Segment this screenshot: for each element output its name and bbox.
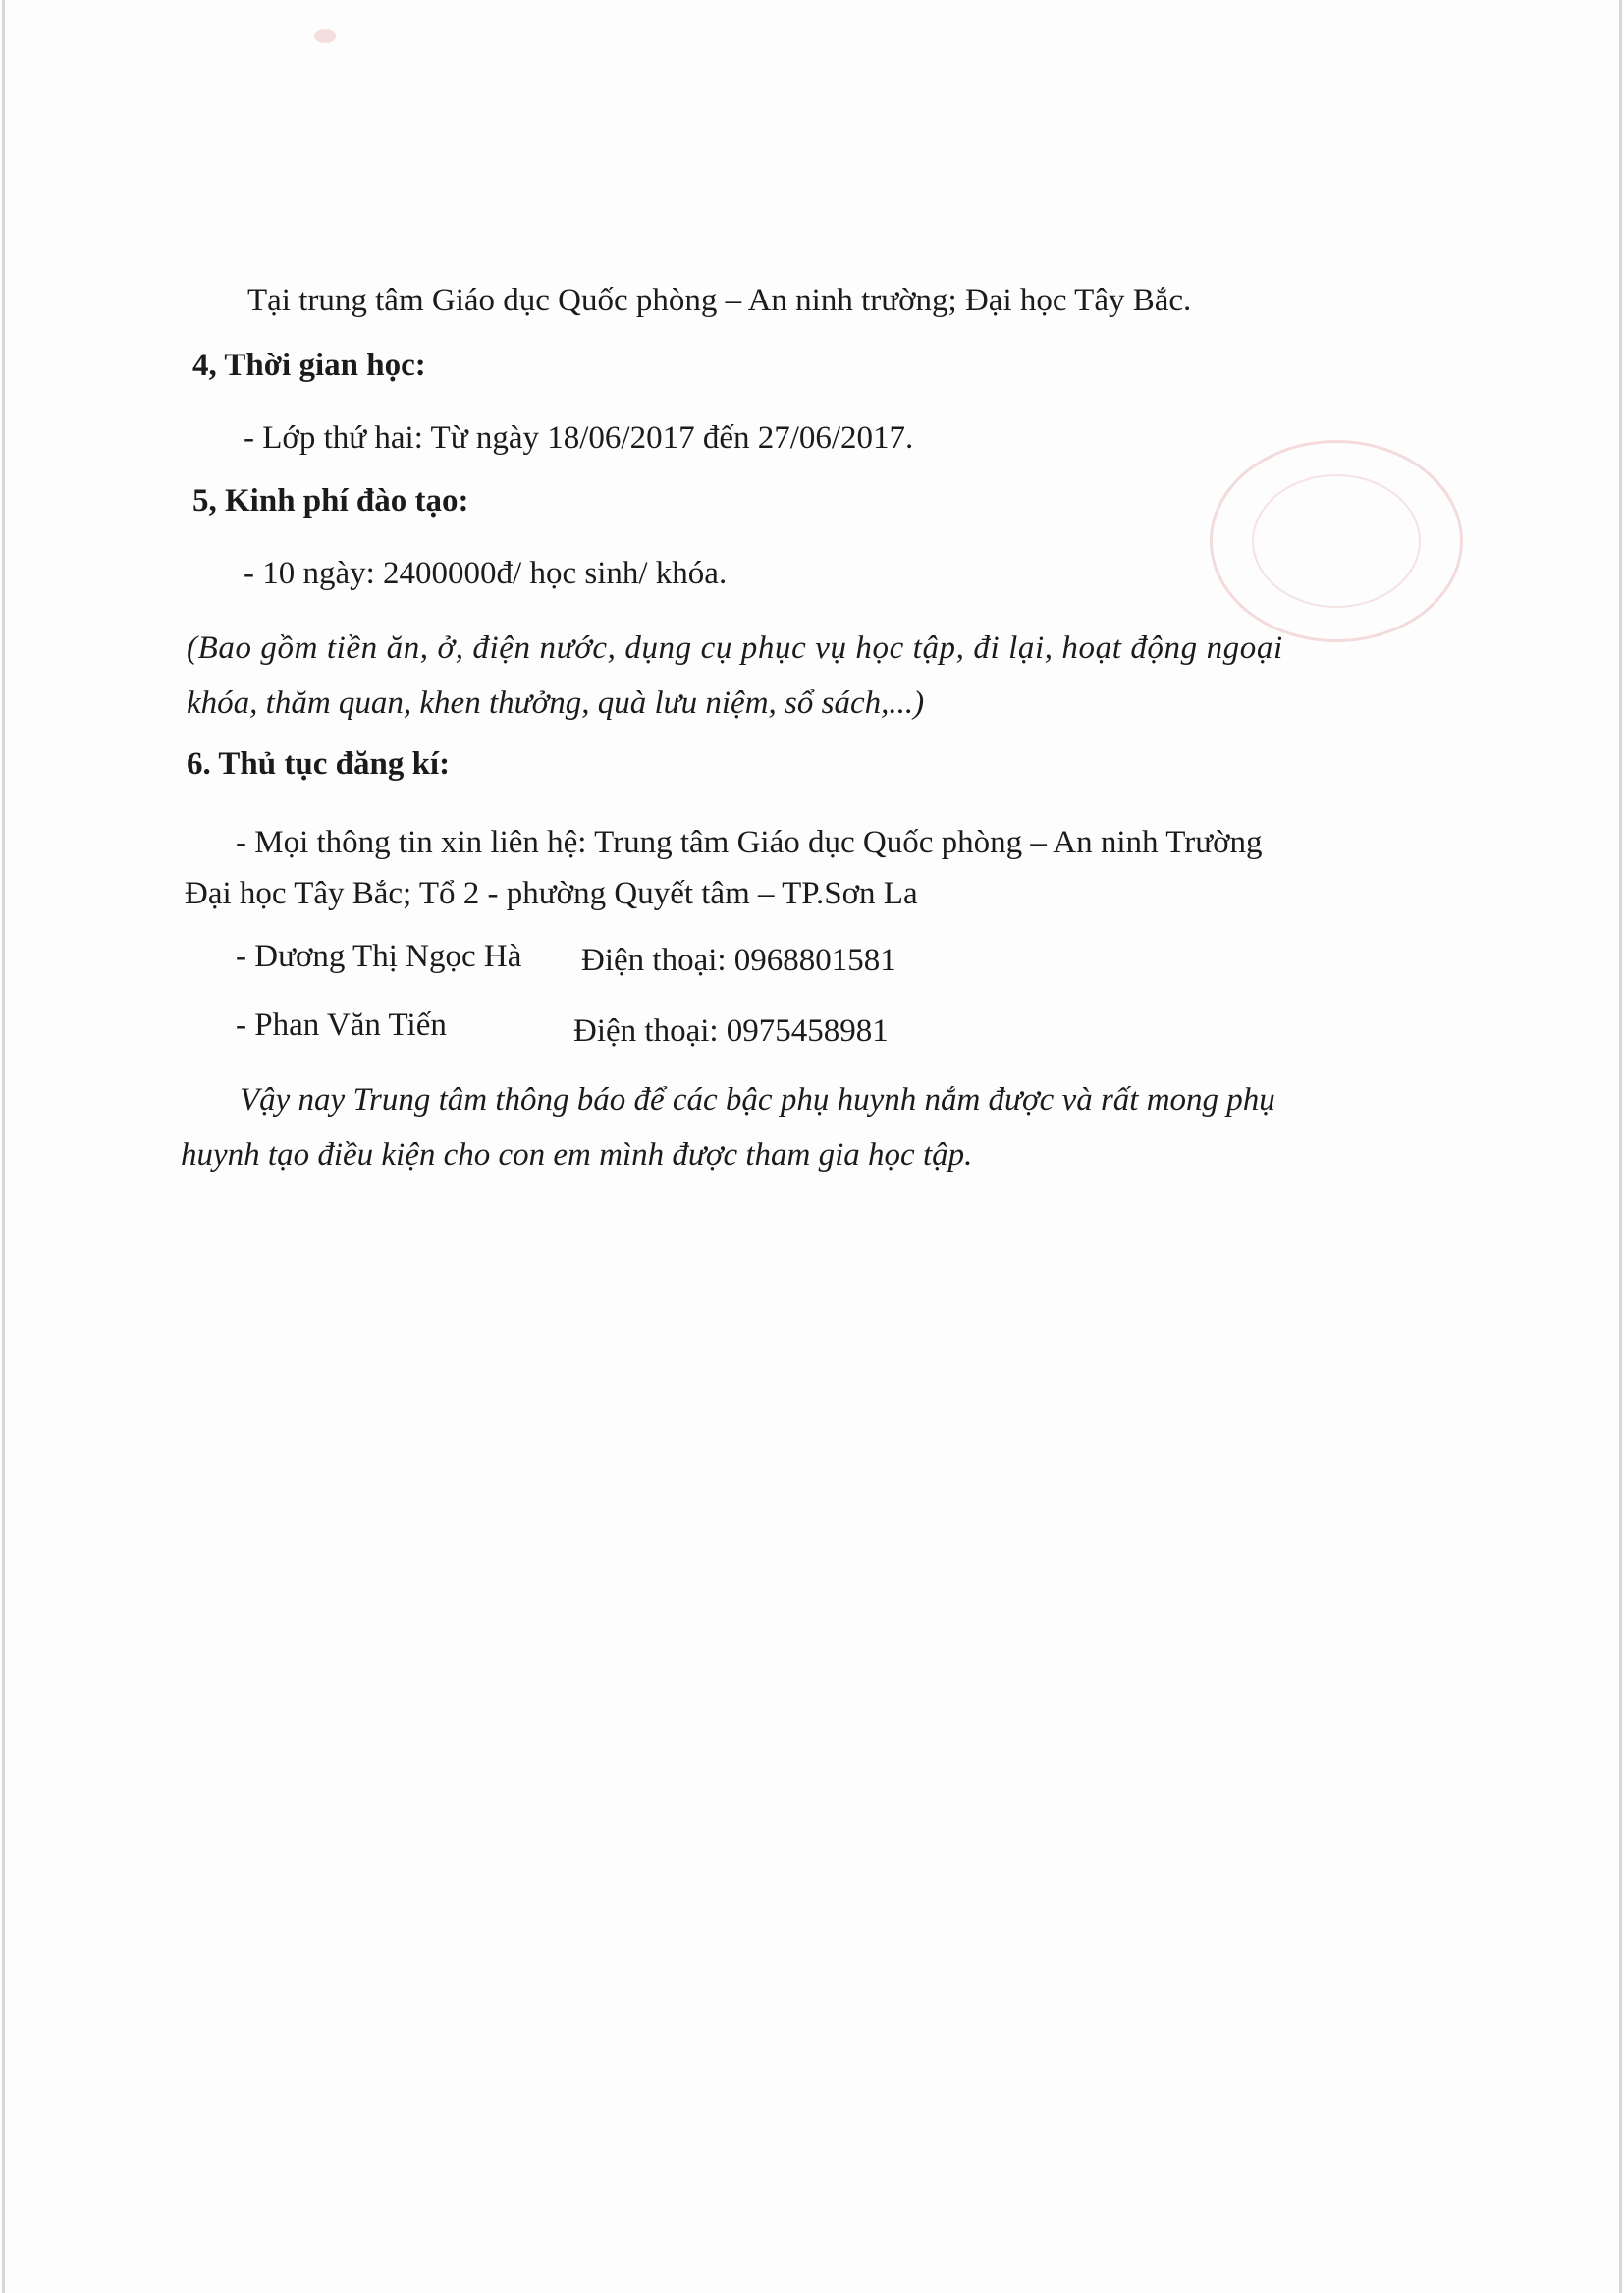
section-5-heading: 5, Kinh phí đào tạo: bbox=[192, 483, 469, 519]
contact-person-2-name: - Phan Văn Tiến bbox=[236, 1008, 447, 1043]
closing-line-1: Vậy nay Trung tâm thông báo để các bậc phụ huynh nắm được và rất mong phụ bbox=[240, 1082, 1275, 1118]
section-5-item: - 10 ngày: 2400000đ/ học sinh/ khóa. bbox=[244, 556, 728, 591]
location-line: Tại trung tâm Giáo dục Quốc phòng – An ninh trường; Đại học Tây Bắc. bbox=[247, 283, 1192, 318]
contact-person-1-name: - Dương Thị Ngọc Hà bbox=[236, 939, 522, 974]
scan-left-edge bbox=[2, 0, 5, 2293]
section-5-note-line-1: (Bao gồm tiền ăn, ở, điện nước, dụng cụ phục vụ học tập, đi lại, hoạt động ngoại bbox=[187, 630, 1283, 666]
section-4-heading: 4, Thời gian học: bbox=[192, 348, 426, 383]
contact-person-2-phone: Điện thoại: 0975458981 bbox=[573, 1013, 889, 1049]
section-6-heading: 6. Thủ tục đăng kí: bbox=[187, 746, 451, 782]
section-4-item: - Lớp thứ hai: Từ ngày 18/06/2017 đến 27/06/2017. bbox=[244, 420, 914, 456]
section-6-contact-line-1: - Mọi thông tin xin liên hệ: Trung tâm Giáo dục Quốc phòng – An ninh Trường bbox=[236, 825, 1263, 860]
scan-right-edge bbox=[1619, 0, 1622, 2293]
closing-line-2: huynh tạo điều kiện cho con em mình được tham gia học tập. bbox=[181, 1137, 973, 1173]
faded-stamp-inner-ring bbox=[1252, 474, 1421, 608]
section-6-contact-line-2: Đại học Tây Bắc; Tổ 2 - phường Quyết tâm – TP.Sơn La bbox=[185, 876, 918, 911]
section-5-note-line-2: khóa, thăm quan, khen thưởng, quà lưu niệm, sổ sách,...) bbox=[187, 685, 925, 721]
faded-stamp bbox=[1210, 440, 1463, 642]
contact-person-1-phone: Điện thoại: 0968801581 bbox=[581, 943, 896, 978]
scan-mark bbox=[314, 29, 336, 43]
